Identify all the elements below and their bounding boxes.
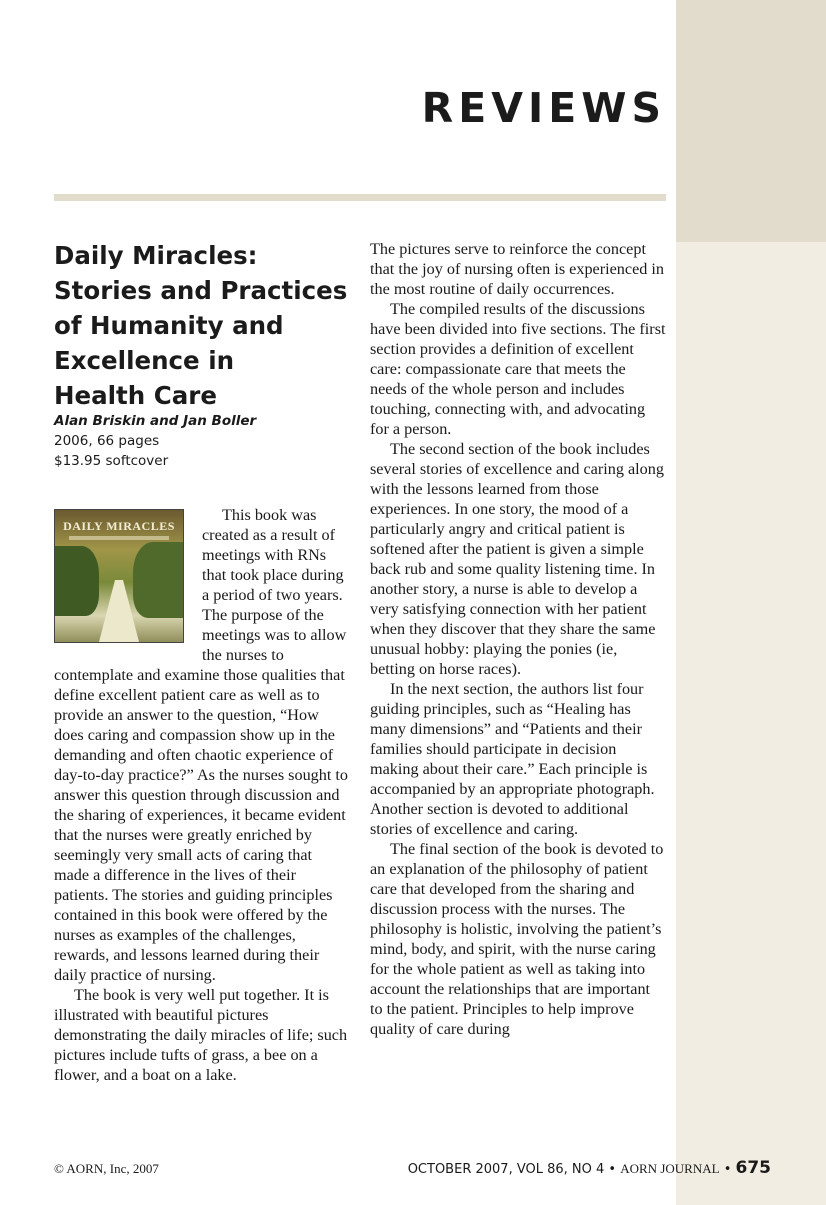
body-paragraph: The final section of the book is devoted to an explanation of the philosophy of patient care that developed from the sharing and discussion process with the nurses. The philosophy is holistic, involving the patient’s mind, body, and spirit, with the nurse caring for the whole patient as well as taking into account the relationships that are important to the patient. Principles to help improve quality of care during xyxy=(370,840,664,1038)
footer-bullet: • xyxy=(723,1162,732,1177)
body-paragraph: In the next section, the authors list four guiding principles, such as “Healing has many dimensions” and “Patients and their families should participate in decision making about their care.” Each principle is accompanied by an appropriate photograph. Another section is devoted to additional stories of excellence and caring. xyxy=(370,680,655,838)
book-title-line: Health Care xyxy=(54,381,217,410)
book-authors: Alan Briskin and Jan Boller xyxy=(54,413,257,429)
cover-title: DAILY MIRACLES xyxy=(63,519,175,533)
header-rule xyxy=(54,194,666,201)
left-column xyxy=(54,238,350,1085)
journal-name: AORN JOURNAL xyxy=(620,1161,720,1176)
page-number: 675 xyxy=(735,1158,771,1178)
body-paragraph: The second section of the book includes several stories of excellence and caring along with the lessons learned from those experiences. In one story, the mood of a particularly angry and critical patient is softened after the patient is given a simple back rub and some quality listening time. In another story, a nurse is able to develop a very satisfying connection with her patient when they discover that they share the same unusual hobby: playing the ponies (ie, betting on horse races). xyxy=(370,440,664,678)
section-title: REVIEWS xyxy=(421,84,666,132)
copyright: © AORN, Inc, 2007 xyxy=(54,1161,159,1176)
body-paragraph: The pictures serve to reinforce the concept that the joy of nursing often is experienced in the most routine of daily occurrences. xyxy=(370,240,664,298)
left-body xyxy=(54,505,350,1085)
book-pub-info: 2006, 66 pages xyxy=(54,433,160,449)
body-paragraph: The compiled results of the discussions have been divided into five sections. The first section provides a definition of excellent care: compassionate care that meets the needs of the whole person and includes touching, connecting with, and advocating for a person. xyxy=(370,300,666,438)
side-band-header xyxy=(676,0,826,242)
book-meta xyxy=(54,411,350,471)
cover-tree xyxy=(55,546,99,616)
book-title-line: Daily Miracles: xyxy=(54,241,258,270)
book-title xyxy=(54,238,350,413)
body-paragraph: This book was created as a result of meetings with RNs that took place during a period of two years. The purpose of the meetings was to allow the nurses to contemplate and examine those qualities that define excellent patient care as well as to provide an answer to the question, “How does caring and compassion show up in the demanding and often chaotic experience of day-to-day practice?” As the nurses sought to answer this question through discussion and the sharing of experiences, it became evident that the nurses were greatly enriched by seemingly very small acts of caring that made a difference in the lives of their patients. The stories and guiding principles contained in this book were offered by the nurses as examples of the challenges, rewards, and lessons learned during their daily practice of nursing. xyxy=(54,506,348,984)
cover-subtitle-bar xyxy=(69,536,169,540)
book-title-line: of Humanity and xyxy=(54,311,284,340)
book-title-line: Excellence in xyxy=(54,346,235,375)
book-price: $13.95 softcover xyxy=(54,453,169,469)
body-paragraph: The book is very well put together. It is illustrated with beautiful pictures demonstrating the daily miracles of life; such pictures include tufts of grass, a bee on a flower, and a boat on a lake. xyxy=(54,986,348,1084)
footer-bullet: • xyxy=(608,1162,617,1177)
issue-info: OCTOBER 2007, VOL 86, NO 4 xyxy=(407,1162,605,1177)
book-cover-image xyxy=(54,509,184,643)
page-footer xyxy=(408,1158,771,1178)
right-column xyxy=(370,239,666,1039)
book-title-line: Stories and Practices xyxy=(54,276,348,305)
cover-tree xyxy=(133,542,183,618)
